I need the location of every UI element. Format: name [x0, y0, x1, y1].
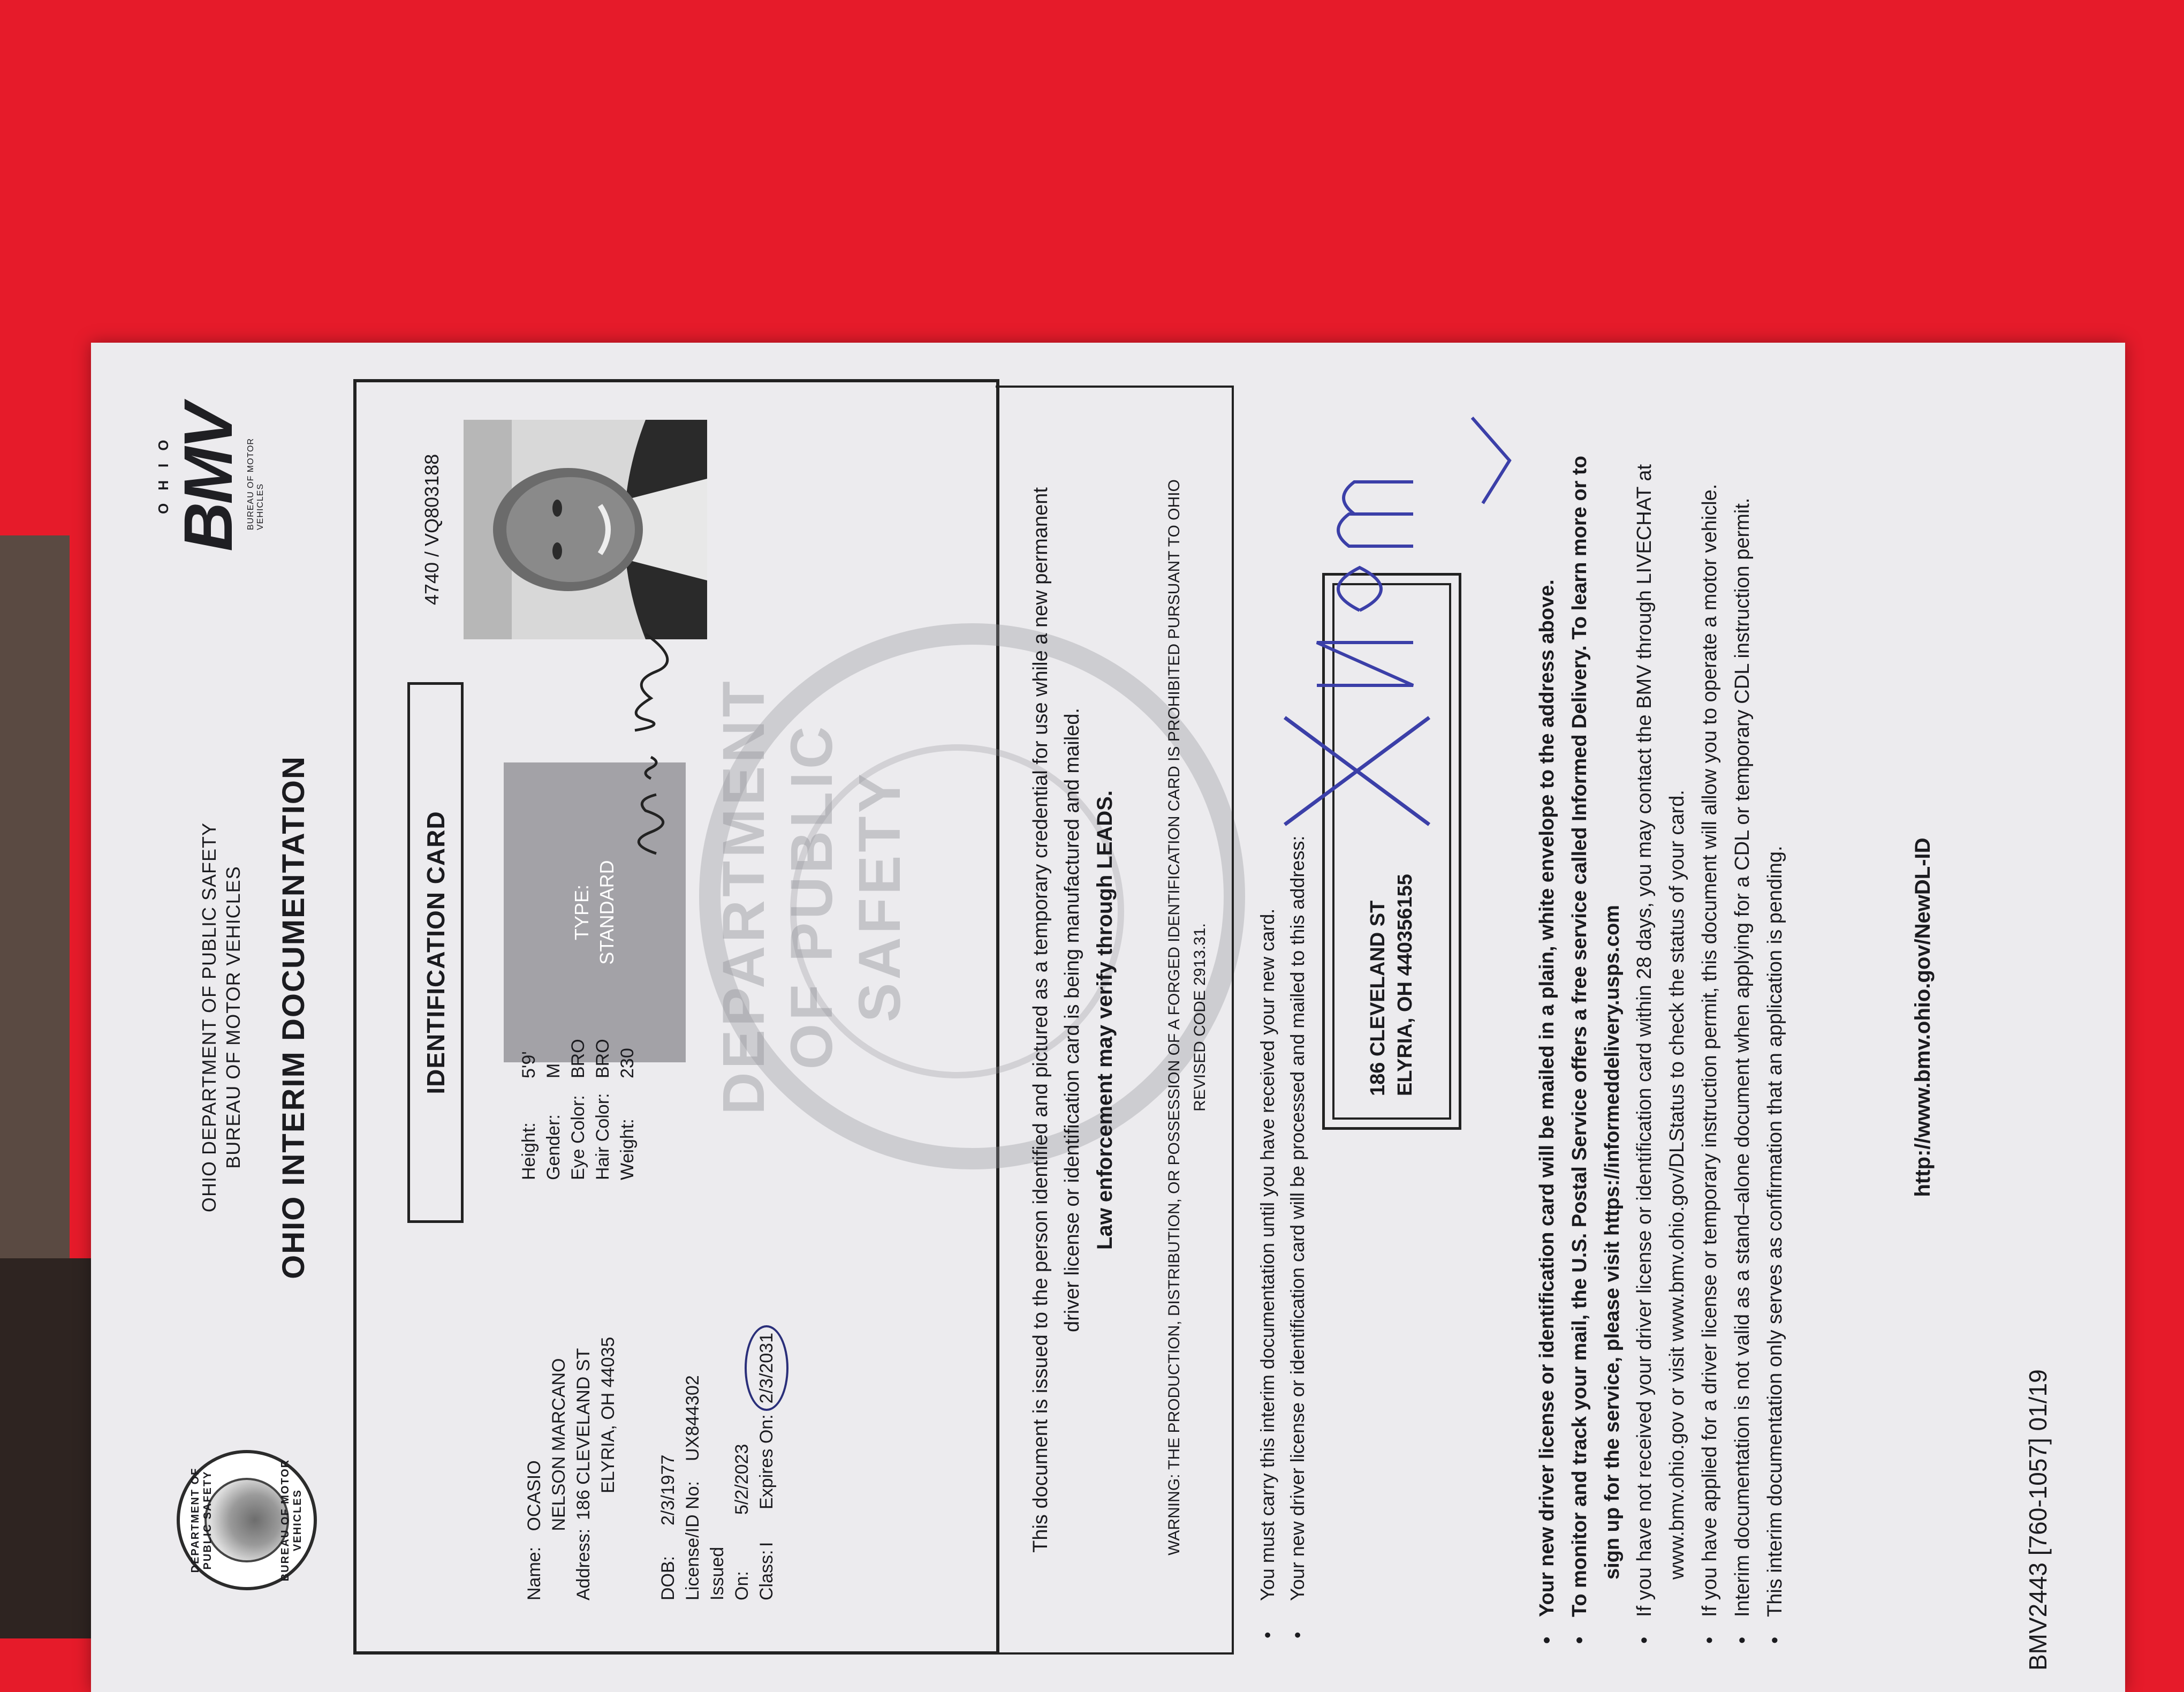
note-mailed: • Your new driver license or identification card will be mailed in a plain, white envelope to the address above.: [1531, 369, 1564, 1622]
eye-color-value: BRO: [567, 1039, 588, 1078]
class-label: Class:: [756, 1550, 777, 1600]
first-name: NELSON MARCANO: [548, 1358, 569, 1531]
holder-signature: [613, 613, 678, 859]
note-not-received-line-2: www.bmv.ohio.gov or visit www.bmv.ohio.gov/DLStatus to check the status of your card.: [1666, 790, 1689, 1580]
issued-label: Issued On:: [707, 1546, 752, 1600]
note-confirmation: • This interim documentation only serves as confirmation that an application is pending.: [1759, 369, 1792, 1622]
logo-bmv: BMV: [170, 405, 247, 552]
dept-line-1: OHIO DEPARTMENT OF PUBLIC SAFETY: [198, 822, 220, 1213]
interim-document-sheet: [91, 343, 2125, 1692]
holder-details-left: [656, 1325, 779, 1600]
hair-color-value: BRO: [592, 1039, 613, 1078]
note-not-received-line-1: • If you have not received your driver license or identification card within 28 days, you may contact the BMV through LIVECHAT at: [1628, 369, 1661, 1622]
holder-details-right: [517, 1039, 640, 1180]
weight-value: 230: [617, 1048, 638, 1078]
weight-label: Weight:: [617, 1119, 638, 1180]
address-line-2: ELYRIA, OH 44035: [597, 1336, 618, 1493]
notice-box: [996, 386, 1234, 1655]
handwritten-checkmark: [1461, 407, 1526, 514]
note-track-line-2: sign up for the service, please visit https://informeddelivery.usps.com: [1601, 905, 1624, 1580]
card-type-label: IDENTIFICATION CARD: [407, 682, 464, 1223]
warning-line-1: WARNING: THE PRODUCTION, DISTRIBUTION, OR POSSESSION OF A FORGED IDENTIFICATION CARD IS PROHIBITED PURSUANT TO OHIO: [1165, 479, 1183, 1555]
background-carpet: [0, 535, 70, 1285]
bmv-url: http://www.bmv.ohio.gov/NewDL-ID: [1911, 837, 1935, 1197]
form-id: BMV2443 [760-1057] 01/19: [2024, 1369, 2052, 1671]
note-permit: • If you have applied for a driver license or temporary instruction permit, this document will allow you to operate a motor vehicle.: [1694, 369, 1726, 1622]
type-label: TYPE:: [571, 884, 593, 941]
class-value: I: [756, 1542, 777, 1547]
address-line-1: 186 CLEVELAND ST: [573, 1348, 594, 1520]
page-title: OHIO INTERIM DOCUMENTATION: [276, 756, 311, 1279]
bullet-carry: • You must carry this interim documentation until you have received your new card.: [1253, 391, 1283, 1622]
address-label: Address:: [573, 1528, 594, 1600]
document-number: 4740 / VQ803188: [421, 454, 443, 606]
warning-line-2: REVISED CODE 2913.31.: [1191, 923, 1209, 1112]
delivery-notes: [1531, 369, 1791, 1622]
hair-color-label: Hair Color:: [592, 1093, 613, 1180]
name-label: Name:: [524, 1546, 544, 1600]
last-name: OCASIO: [524, 1460, 544, 1531]
gender-value: M: [543, 1063, 564, 1078]
height-label: Height:: [519, 1122, 539, 1180]
handwritten-initials: [1253, 364, 1477, 846]
license-label: License/ID No:: [682, 1481, 703, 1600]
mail-address-line-2: ELYRIA, OH 440356155: [1394, 874, 1416, 1096]
license-number: UX844302: [682, 1375, 703, 1461]
bmv-logo: [155, 405, 265, 568]
height-value: 5'9': [519, 1051, 539, 1078]
seal-text-bottom: BUREAU OF MOTOR VEHICLES: [279, 1459, 304, 1582]
issue-line-2: driver license or identification card is being manufactured and mailed.: [1060, 708, 1083, 1332]
expires-label: Expires On:: [756, 1414, 777, 1509]
issued-value: 5/2/2023: [731, 1444, 752, 1515]
id-card-panel: [353, 379, 999, 1655]
logo-subtitle: BUREAU OF MOTOR VEHICLES: [246, 437, 265, 530]
leads-statement: Law enforcement may verify through LEADS.: [1093, 790, 1117, 1250]
eye-color-label: Eye Color:: [567, 1095, 588, 1180]
dept-line-2: BUREAU OF MOTOR VEHICLES: [222, 866, 244, 1169]
bullet-mailed-to: • Your new driver license or identification card will be processed and mailed to this address:: [1283, 391, 1313, 1622]
holder-name-block: [522, 1337, 621, 1600]
mail-address-line-1: 186 CLEVELAND ST: [1366, 900, 1389, 1096]
logo-ohio: OHIO: [155, 427, 171, 514]
note-not-valid: • Interim documentation is not valid as a stand–alone document when applying for a CDL or temporary CDL instruction permit.: [1726, 369, 1759, 1622]
holder-photo: [464, 420, 707, 639]
expires-value: 2/3/2031: [745, 1325, 788, 1411]
issue-line-1: This document is issued to the person identified and pictured as a temporary credential for use while a new permanent: [1029, 487, 1052, 1553]
dob-label: DOB:: [658, 1555, 678, 1600]
watermark-text: DEPARTMENT OF PUBLIC SAFETY: [711, 678, 913, 1115]
seal-text-top: DEPARTMENT OF PUBLIC SAFETY: [189, 1467, 214, 1573]
type-value: STANDARD: [596, 860, 618, 965]
dob-value: 2/3/1977: [658, 1454, 678, 1525]
gender-label: Gender:: [543, 1114, 564, 1180]
note-track-line-1: • To monitor and track your mail, the U.S. Postal Service offers a free service called Informed Delivery. To learn more or to: [1564, 369, 1596, 1622]
